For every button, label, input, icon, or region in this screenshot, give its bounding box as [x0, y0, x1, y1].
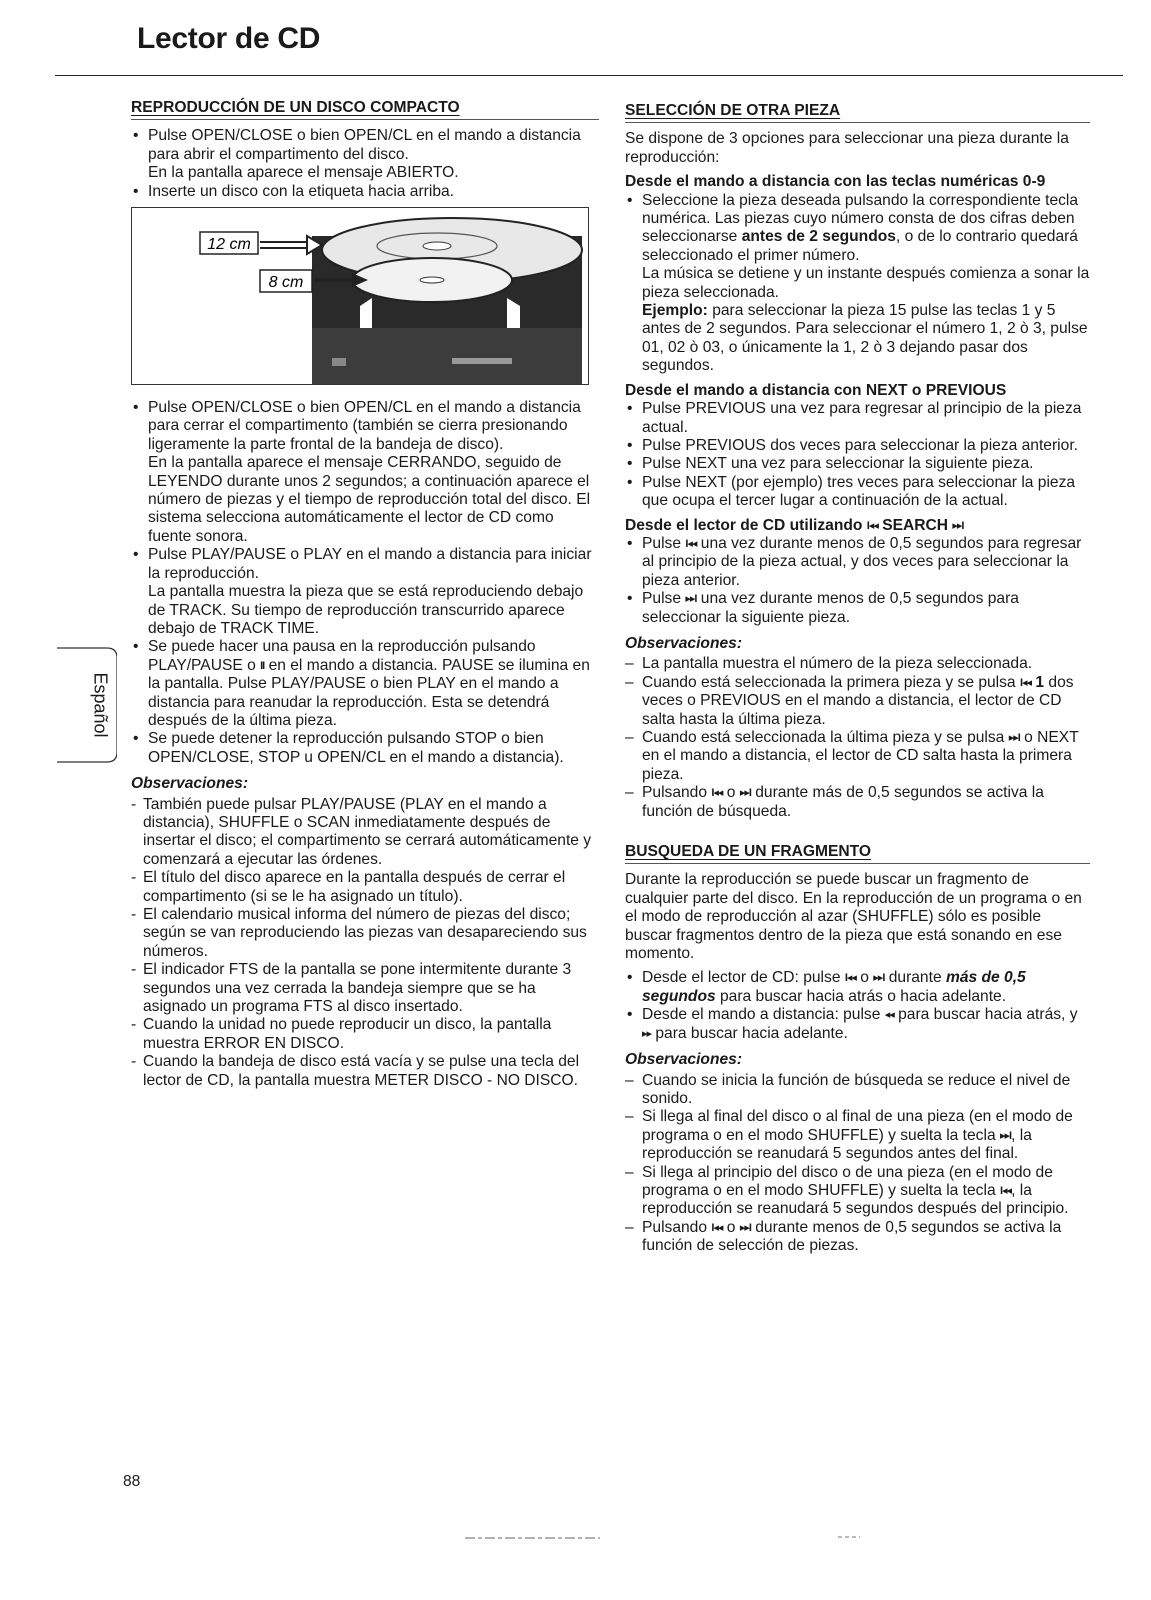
scan-artifacts: [0, 1500, 1151, 1600]
list-item: [131, 399, 599, 546]
list-item: [131, 183, 599, 201]
search-keys-list: [625, 535, 1090, 627]
list-item: • Pulse NEXT una vez para seleccionar la siguiente pieza.: [625, 455, 1090, 473]
item-text: Si llega al final del disco o al final de una pieza (en el modo de programa o en el modo SHUFFLE) y suelta la tecla: [642, 1108, 1073, 1144]
label-12cm: 12 cm: [207, 236, 251, 254]
next-track-icon: ▸▸I: [739, 787, 751, 800]
item-text: Desde el lector de CD: pulse: [642, 969, 845, 987]
item-text: Pulse PLAY/PAUSE o PLAY en el mando a distancia para iniciar la reproducción.: [148, 546, 592, 582]
bullet-list-play: [131, 399, 599, 767]
list-item: [625, 192, 1090, 376]
item-text: una vez durante menos de 0,5 segundos para regresar al principio de la pieza actual, y dos veces para seleccionar la pieza anterior.: [642, 534, 1082, 589]
item-text: Pulsando: [642, 784, 712, 802]
item-subtext: La pantalla muestra la pieza que se está reproduciendo debajo de TRACK. Su tiempo de reproducción transcurrido aparece debajo de TRACK TIME.: [148, 583, 584, 637]
next-track-icon: ▸▸I: [1008, 732, 1020, 744]
search-list: [625, 969, 1090, 1043]
item-text: Pulse OPEN/CLOSE o bien OPEN/CL en el mando a distancia para cerrar el compartimento (también se cierra presionando ligeramente la parte frontal de la bandeja de disco).: [148, 399, 581, 453]
item-text: para buscar hacia atrás, y: [893, 1006, 1078, 1024]
observation-item: - También puede pulsar PLAY/PAUSE (PLAY en el mando a distancia), SHUFFLE o SCAN inmediatamente después de insertar el disco; el compartimento se cerrará automáticamente y comenzará a ejecutar las órdenes.: [131, 796, 599, 870]
left-column: [131, 99, 599, 1090]
disc-tray-illustration: [131, 207, 589, 385]
right-column: [625, 102, 1090, 1256]
observation-item: [625, 674, 1090, 729]
rewind-icon: ◂◂: [884, 1009, 894, 1022]
list-item: [625, 969, 1090, 1006]
list-item: • Pulse PREVIOUS dos veces para seleccionar la pieza anterior.: [625, 437, 1090, 455]
emphasis-text: antes de 2 segundos: [741, 228, 896, 246]
tray-display: [452, 358, 512, 364]
section-heading-busqueda: BUSQUEDA DE UN FRAGMENTO: [625, 843, 1090, 864]
item-text: Pulse: [642, 590, 686, 608]
next-track-icon: ▸▸I: [952, 519, 964, 532]
example-body: para seleccionar la pieza 15 pulse las teclas 1 y 5 antes de 2 segundos. Para seleccionar el número 1, 2 ò 3, pulse 01, 02 ò 03, o únicamente la 1, 2 ò 3 dejando pasar dos segundos.: [642, 302, 1088, 375]
observations-heading: Observaciones:: [131, 775, 249, 793]
language-label: Español: [90, 672, 111, 738]
subheading-search: [625, 517, 1090, 535]
item-text: Se puede hacer una pausa en la reproducción pulsando PLAY/PAUSE o: [148, 638, 536, 674]
next-previous-list: [625, 400, 1090, 510]
numeric-keys-list: [625, 192, 1090, 376]
item-text: Seleccione la pieza deseada pulsando la correspondiente tecla numérica. Las piezas cuyo número consta de dos cifras deben seleccionarse: [642, 191, 1079, 246]
page-title: Lector de CD: [137, 22, 321, 55]
previous-track-icon: I◂◂: [999, 1184, 1012, 1197]
item-subtext: En la pantalla aparece el mensaje CERRANDO, seguido de LEYENDO durante unos 2 segundos; a continuación aparece el número de piezas y el tiempo de reproducción total del disco. El sistema selecciona automáticamente el lector de CD como fuente sonora.: [148, 454, 591, 545]
observations-list: [625, 655, 1090, 821]
previous-track-icon: I◂◂: [844, 972, 856, 985]
item-text: en el mando a distancia. PAUSE se ilumina en la pantalla. Pulse PLAY/PAUSE o bien PLAY en el mando a distancia para reanudar la reproducción. Esta se detendrá después de la última pieza.: [148, 656, 590, 729]
list-item: • Pulse NEXT (por ejemplo) tres veces para seleccionar la pieza que ocupa el tercer lugar a continuación de la actual.: [625, 474, 1090, 511]
tray-button: [332, 358, 346, 366]
item-text: Inserte un disco con la etiqueta hacia arriba.: [148, 182, 454, 200]
example-text: [642, 302, 1090, 376]
observation-item: [625, 1108, 1090, 1163]
intro-paragraph: Se dispone de 3 opciones para seleccionar una pieza durante la reproducción:: [625, 130, 1069, 166]
tray-front: [312, 328, 582, 384]
pause-icon: II: [260, 659, 265, 672]
disc-12cm-hole: [423, 242, 451, 250]
item-subtext: La música se detiene y un instante después comienza a sonar la pieza seleccionada.: [642, 265, 1090, 301]
list-item: [131, 127, 599, 182]
list-item: • Pulse PREVIOUS una vez para regresar al principio de la pieza actual.: [625, 400, 1090, 437]
item-text: Pulsando: [642, 1218, 712, 1236]
item-text: para buscar hacia adelante.: [651, 1024, 848, 1042]
fast-forward-icon: ▸▸: [642, 1027, 652, 1040]
item-text: Cuando está seleccionada la primera pieza y se pulsa: [642, 673, 1020, 691]
item-text: o NEXT en el mando a distancia, el lector de CD salta hasta la primera pieza.: [642, 729, 1079, 783]
search-paragraph: Durante la reproducción se puede buscar un fragmento de cualquier parte del disco. En la reproducción de un programa o en el modo de reproducción al azar (SHUFFLE) sólo es posible buscar fragmentos dentro de la pieza que está sonando en ese momento.: [625, 871, 1082, 963]
observations-heading: Observaciones:: [625, 1051, 743, 1069]
subheading-next-previous: Desde el mando a distancia con NEXT o PREVIOUS: [625, 381, 1007, 399]
list-item: [625, 590, 1090, 627]
item-text: La pantalla muestra el número de la pieza seleccionada.: [642, 655, 1033, 673]
item-text: o: [855, 969, 874, 987]
previous-track-icon: I◂◂: [711, 787, 723, 800]
next-track-icon: ▸▸I: [685, 593, 697, 606]
next-track-icon: ▸▸I: [873, 972, 885, 985]
observation-item: - El calendario musical informa del número de piezas del disco; según se van reproduciendo las piezas van desapareciendo sus números.: [131, 906, 599, 961]
emphasis-text: 1: [1031, 673, 1045, 691]
cd-tray-drawing: [132, 208, 588, 384]
item-text: Cuando está seleccionada la última pieza y se pulsa: [642, 729, 1009, 746]
item-text: durante menos de 0,5 segundos se activa la función de selección de piezas.: [642, 1218, 1062, 1255]
item-text: Se puede detener la reproducción pulsando STOP o bien OPEN/CLOSE, STOP u OPEN/CL en el mando a distancia).: [148, 730, 564, 766]
observation-item: - Cuando la bandeja de disco está vacía y se pulse una tecla del lector de CD, la pantalla muestra METER DISCO - NO DISCO.: [131, 1053, 599, 1090]
subheading-numeric-keys: Desde el mando a distancia con las teclas numéricas 0-9: [625, 173, 1046, 191]
observation-item: - El indicador FTS de la pantalla se pone intermitente durante 3 segundos una vez cerrada la bandeja siempre que se ha asignado un programa FTS al disco insertado.: [131, 961, 599, 1016]
item-text: o: [722, 1218, 740, 1236]
subheading-text: Desde el lector de CD utilizando: [625, 516, 867, 534]
previous-track-icon: I◂◂: [711, 1221, 723, 1234]
list-item: [131, 638, 599, 730]
item-text: , la reproducción se reanudará 5 segundos después del principio.: [642, 1181, 1069, 1218]
item-text: Si llega al principio del disco o de una pieza (en el modo de programa o en el modo SHUFFLE) y suelta la tecla: [642, 1163, 1053, 1199]
title-rule: [55, 75, 1123, 76]
item-subtext: En la pantalla aparece el mensaje ABIERTO.: [148, 164, 459, 182]
item-text: Pulse OPEN/CLOSE o bien OPEN/CL en el mando a distancia para abrir el compartimento del disco.: [148, 127, 581, 163]
previous-track-icon: I◂◂: [685, 537, 697, 550]
item-text: Cuando se inicia la función de búsqueda se reduce el nivel de sonido.: [642, 1071, 1071, 1107]
item-text: una vez durante menos de 0,5 segundos para seleccionar la siguiente pieza.: [642, 590, 1019, 626]
item-text: para buscar hacia atrás o hacia adelante.: [715, 987, 1007, 1005]
list-item: [625, 535, 1090, 590]
item-text: durante más de 0,5 segundos se activa la función de búsqueda.: [642, 784, 1044, 820]
observation-item: [625, 729, 1090, 784]
observation-item: - El título del disco aparece en la pantalla después de cerrar el compartimento (si se le ha asignado un título).: [131, 869, 599, 906]
bullet-list-open: [131, 127, 599, 201]
subheading-text: SEARCH: [877, 516, 953, 534]
section-heading-reproduccion: REPRODUCCIÓN DE UN DISCO COMPACTO: [131, 99, 599, 120]
item-text: Pulse: [642, 534, 686, 552]
observation-item: [625, 655, 1090, 673]
observation-item: [625, 1072, 1090, 1109]
list-item: [131, 730, 599, 767]
previous-track-icon: I◂◂: [866, 519, 878, 532]
observation-item: - Cuando la unidad no puede reproducir un disco, la pantalla muestra ERROR EN DISCO.: [131, 1016, 599, 1053]
previous-track-icon: I◂◂: [1019, 676, 1032, 689]
section-heading-seleccion: SELECCIÓN DE OTRA PIEZA: [625, 102, 1090, 123]
list-item: [131, 546, 599, 638]
next-track-icon: ▸▸I: [999, 1129, 1012, 1142]
observation-item: [625, 1164, 1090, 1219]
next-track-icon: ▸▸I: [739, 1221, 751, 1234]
list-item: [625, 1006, 1090, 1043]
emphasis-text: más de 0,5 segundos: [642, 969, 1026, 1005]
item-text: o: [722, 784, 740, 802]
observations-list: [625, 1072, 1090, 1256]
item-text: durante: [884, 969, 946, 987]
label-8cm: 8 cm: [268, 274, 304, 292]
observations-list: [131, 796, 599, 1091]
example-label: Ejemplo:: [642, 302, 708, 320]
page-number: 88: [123, 1473, 141, 1490]
observations-heading: Observaciones:: [625, 634, 743, 652]
item-text: Desde el mando a distancia: pulse: [642, 1006, 885, 1024]
item-text: , la reproducción se reanudará 5 segundos antes del final.: [642, 1126, 1032, 1163]
observation-item: [625, 1219, 1090, 1256]
item-text: dos veces o PREVIOUS en el mando a distancia, el lector de CD salta hasta la última pieza.: [642, 673, 1074, 728]
item-text: , o de lo contrario quedará seleccionado el primer número.: [642, 228, 1078, 264]
observation-item: [625, 784, 1090, 821]
disc-8cm-hole: [420, 277, 444, 283]
